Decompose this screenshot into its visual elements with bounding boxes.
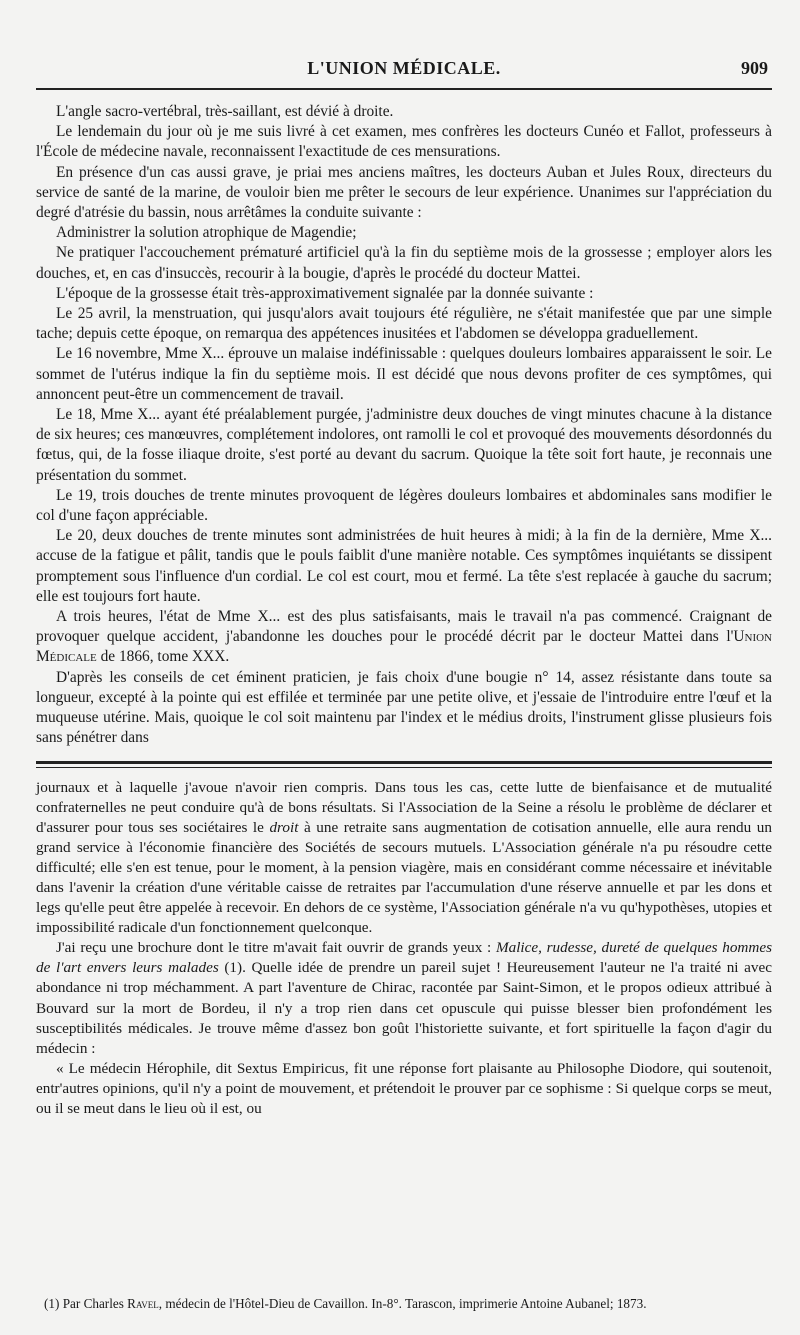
paragraph: [36, 607, 772, 668]
footnote-marker: (1): [44, 1296, 60, 1311]
text-run: de 1866, tome XXX.: [96, 648, 230, 666]
footnote: [36, 1295, 772, 1312]
paragraph: L'angle sacro-vertébral, très-saillant, est dévié à droite.: [56, 103, 394, 120]
paragraph: Le lendemain du jour où je me suis livré à cet examen, mes confrères les docteurs Cunéo et Fallot, professeurs à l'École de médecine navale, reconnaissent l'exactitude de ces mensurations.: [36, 123, 772, 161]
paragraph: Ne pratiquer l'accouchement prématuré artificiel qu'à la fin du septième mois de la grossesse ; employer alors les douches, et, en cas d'insuccès, recourir à la bougie, d'après le procédé du docteur Mattei.: [36, 244, 772, 282]
paragraph: « Le médecin Hérophile, dit Sextus Empiricus, fit une réponse fort plaisante au Philosophe Diodore, qui soutenoit, entr'autres opinions, qu'il n'y a point de mouvement, et prétendoit le prouver par ce sophisme : Si quelque corps se meut, ou il se meut dans le lieu où il est, ou: [36, 1059, 772, 1117]
text-run: A trois heures, l'état de Mme X... est des plus satisfaisants, mais le travail n'a pas commencé. Craignant de provoquer quelque accident, j'abandonne les douches pour le procédé décrit par le docteur Mattei dans l': [36, 608, 772, 646]
running-title: L'UNION MÉDICALE.: [307, 58, 501, 78]
paragraph: Le 25 avril, la menstruation, qui jusqu'alors avait toujours été régulière, ne s'était manifestée que par une simple tache; depuis cette époque, on remarqua des appétences inusitées et l'abdomen se développa graduellement.: [36, 305, 772, 343]
journal-name: Union Médicale: [36, 628, 772, 666]
text-run: à une retraite sans augmentation de cotisation annuelle, elle aura rendu un grand service à l'économie financière des Sociétés de secours mutuels. L'Association générale n'a pu résoudre cette difficulté; elle s'en est tenue, pour le moment, à la pension viagère, mais en considérant comme nécessaire et inévitable dans l'avenir la création d'une véritable caisse de retraites par l'accumulation d'une réserve annuelle et par les dons et legs qu'elle peut être appelée à recevoir. En dehors de ce système, l'Association générale n'a vu qu'hypothèses, utopies et impossibilité radicale d'un fonctionnement quelconque.: [36, 818, 772, 937]
paragraph: En présence d'un cas aussi grave, je priai mes anciens maîtres, les docteurs Auban et Jules Roux, directeurs du service de santé de la marine, de vouloir bien me prêter le secours de leur expérience. Unanimes sur l'appréciation du degré d'atrésie du bassin, nous arrêtâmes la conduite suivante :: [36, 163, 772, 222]
text-run: , médecin de l'Hôtel-Dieu de Cavaillon. In-8°. Tarascon, imprimerie Antoine Aubanel; 1873.: [158, 1296, 647, 1311]
paragraph: Le 19, trois douches de trente minutes provoquent de légères douleurs lombaires et abdominales sans modifier le col d'une façon appréciable.: [36, 486, 772, 525]
paragraph: [36, 778, 772, 939]
book-title: Malice, rudesse, dureté de quelques hommes de l'art envers leurs malades: [36, 939, 773, 977]
paragraph: L'époque de la grossesse était très-approximativement signalée par la donnée suivante :: [56, 284, 594, 302]
paragraph: Le 20, deux douches de trente minutes sont administrées de huit heures à midi; à la fin de la dernière, Mme X... accuse de la fatigue et pâlit, tandis que le pouls faiblit d'une manière notable. Ces symptômes inquiétants se dissipent promptement sous l'influence d'un cordial. Le col est court, mou et fermé. La tête s'est replacée à gauche du sacrum; elle est toujours fort haute.: [36, 527, 772, 605]
text-run: J'ai reçu une brochure dont le titre m'avait fait ouvrir de grands yeux :: [56, 939, 496, 957]
section-divider: [36, 761, 772, 768]
main-article-text: [36, 102, 772, 749]
author-name: Ravel: [127, 1296, 159, 1311]
paragraph: [36, 938, 772, 1059]
paragraph: Le 18, Mme X... ayant été préalablement purgée, j'administre deux douches de vingt minutes chacune à la distance de six heures; ces manœuvres, complétement indolores, ont ramolli le col et provoqué des mouvements désordonnés du fœtus, qui, de la fosse iliaque droite, s'est porté au devant du sacrum. Quoique la tête soit fort haute, je reconnais une présentation du sommet.: [36, 406, 773, 484]
paragraph: Le 16 novembre, Mme X... éprouve un malaise indéfinissable : quelques douleurs lombaires apparaissent le soir. Le sommet de l'utérus indique la fin du septième mois. Il est décidé que nous devons profiter de ces symptômes, qui annoncent peut-être un commencement de travail.: [36, 345, 772, 403]
page-number: 909: [741, 58, 768, 78]
paragraph: D'après les conseils de cet éminent praticien, je fais choix d'une bougie n° 14, assez résistante dans toute sa longueur, excepté à la pointe qui est effilée et terminée par une petite olive, et j'essaie de l'introduire entre l'œuf et la muqueuse utérine. Mais, quoique le col soit maintenu par l'index et le médius droits, l'instrument glisse plusieurs fois sans pénétrer dans: [36, 668, 772, 747]
text-run: Par Charles: [59, 1296, 128, 1311]
paragraph: Administrer la solution atrophique de Magendie;: [56, 224, 357, 242]
emphasis: droit: [269, 818, 299, 836]
text-run: (1). Quelle idée de prendre un pareil sujet ! Heureusement l'auteur ne l'a traité ni avec abondance ni trop méchamment. A part l'aventure de Chirac, racontée par Saint-Simon, et le propos odieux attribué à Bouvard sur la mort de Bordeu, il n'y a trop rien dans cet opuscule qui puisse blesser bien profondément les susceptibilités médicales. Je trouve même d'assez bon goût l'historiette suivante, et fort spirituelle la façon d'agir du médecin :: [36, 959, 772, 1057]
feuilleton-text: [36, 778, 772, 1120]
page-header: [36, 58, 772, 90]
text-run: journaux et à laquelle j'avoue n'avoir rien compris. Dans tous les cas, cette lutte de bienfaisance et de mutualité confraternelles ne peut conduire qu'à de bons résultats. Si l'Association de la Seine a résolu le problème de déclarer et d'assurer pour tous ses sociétaires le: [36, 778, 772, 836]
footnote-text: [36, 1295, 772, 1312]
